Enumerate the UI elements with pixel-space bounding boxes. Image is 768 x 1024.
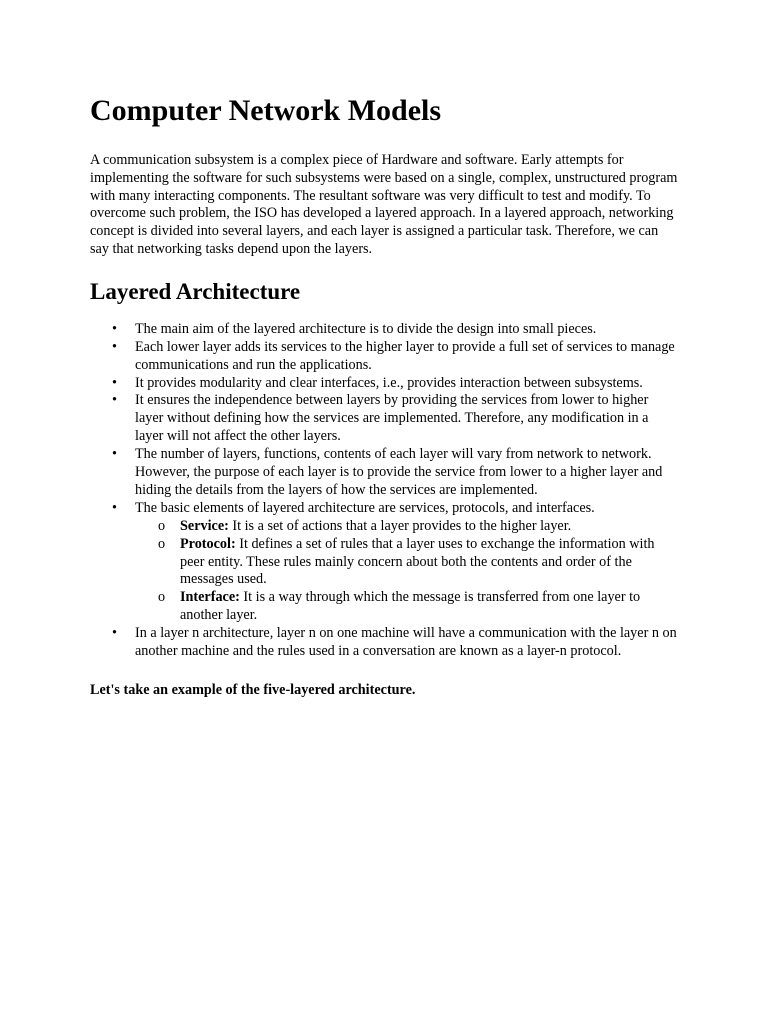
bullet-icon: • (112, 374, 117, 391)
list-item-text: In a layer n architecture, layer n on one machine will have a communication with the layer n on another machine and the rules used in a conversation are known as a layer-n protocol. (135, 625, 677, 660)
bullet-icon: • (112, 338, 117, 355)
list-item (90, 625, 680, 661)
intro-paragraph: A communication subsystem is a complex piece of Hardware and software. Early attempts for implementing the software for such subsystems were based on a single, complex, unstructured program with many interacting components. The resultant software was very difficult to test and modify. To overcome such problem, the ISO has developed a layered approach. In a layered approach, networking concept is divided into several layers, and each layer is assigned a particular task. Therefore, we can say that networking tasks depend upon the layers. (90, 152, 678, 257)
closing-statement: Let's take an example of the five-layered architecture. (90, 682, 416, 698)
list-item-text: The number of layers, functions, contents of each layer will vary from network to network. However, the purpose of each layer is to provide the service from lower to a higher layer and hiding the details from the layers of how the services are implemented. (135, 446, 663, 498)
list-item-text: The main aim of the layered architecture is to divide the design into small pieces. (135, 320, 597, 337)
circle-bullet-icon: o (158, 517, 166, 534)
bullet-icon: • (112, 499, 117, 516)
list-item (90, 392, 680, 446)
bullet-icon: • (112, 392, 117, 409)
bullet-icon: • (112, 446, 117, 463)
term-label: Interface: (180, 589, 240, 606)
term-description: It is a way through which the message is transferred from one layer to another layer. (180, 589, 641, 624)
bullet-icon: • (112, 320, 117, 337)
bullet-icon: • (112, 625, 117, 642)
sub-list-item (135, 589, 680, 625)
document-page (90, 92, 680, 699)
circle-bullet-icon: o (158, 535, 166, 552)
term-description: It is a set of actions that a layer provides to the higher layer. (228, 517, 572, 534)
term-description: It defines a set of rules that a layer uses to exchange the information with peer entity. These rules mainly concern about both the contents and order of the messages used. (180, 535, 655, 588)
term-label: Service: (180, 517, 229, 534)
list-item-text: The basic elements of layered architecture are services, protocols, and interfaces. (135, 499, 595, 516)
list-item (90, 375, 680, 393)
list-item (90, 321, 680, 339)
sub-bullet-list (135, 518, 680, 625)
term-label: Protocol: (180, 535, 236, 552)
page-title: Computer Network Models (90, 94, 442, 127)
list-item (90, 446, 680, 500)
sub-list-item (135, 536, 680, 590)
list-item-text: It provides modularity and clear interfaces, i.e., provides interaction between subsystems. (135, 374, 643, 391)
bullet-list (90, 321, 680, 661)
circle-bullet-icon: o (158, 589, 166, 606)
section-heading: Layered Architecture (90, 278, 301, 304)
list-item (90, 500, 680, 625)
list-item-text: Each lower layer adds its services to the higher layer to provide a full set of services to manage communications and run the applications. (135, 338, 675, 373)
list-item-text: It ensures the independence between layers by providing the services from lower to higher layer without defining how the services are implemented. Therefore, any modification in a layer will not affect the other layers. (135, 392, 649, 445)
sub-list-item (135, 518, 680, 536)
list-item (90, 339, 680, 375)
